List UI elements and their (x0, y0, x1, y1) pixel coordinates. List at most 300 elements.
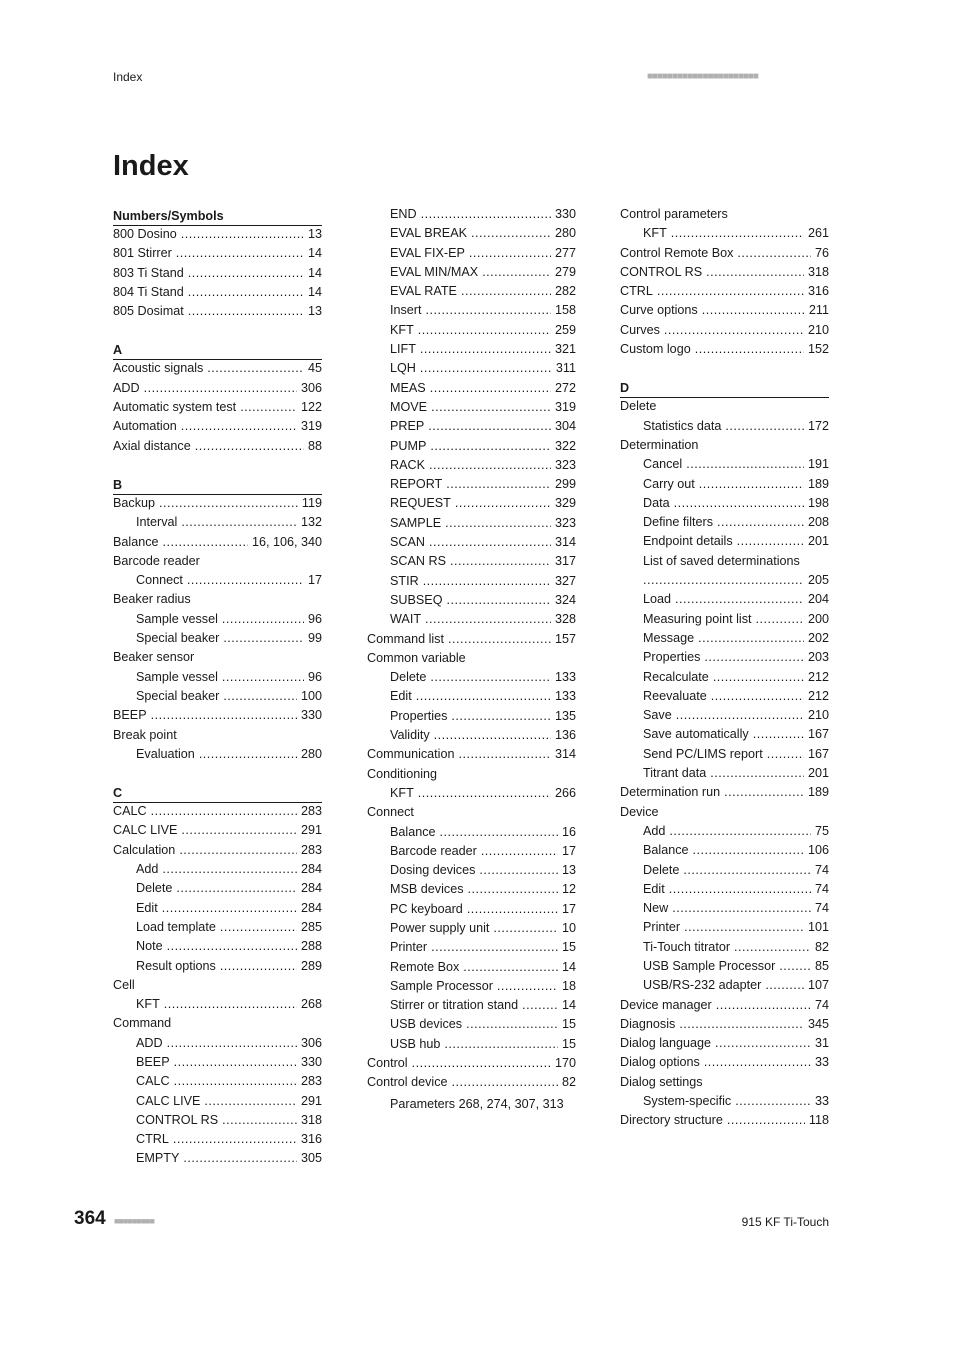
entry-label: 803 Ti Stand (113, 265, 184, 280)
index-subentry (367, 1017, 576, 1036)
entry-label: Control (367, 1056, 408, 1071)
index-entry: Beaker radius (113, 592, 191, 607)
index-column-1 (113, 207, 322, 1171)
entry-label: CONTROL RS (136, 1112, 219, 1127)
index-subentry (113, 515, 322, 534)
entry-label: Determination run (620, 785, 721, 800)
entry-label: Result options (136, 958, 216, 973)
entry-page-reference: 318 (300, 1112, 322, 1127)
index-subentry (113, 689, 322, 708)
entry-label: KFT (390, 322, 414, 337)
entry-page-reference: 15 (561, 1017, 576, 1032)
index-entry (113, 496, 322, 515)
entry-page-reference: 259 (554, 322, 576, 337)
entry-page-reference: 291 (300, 1093, 322, 1108)
entry-label: Validity (390, 728, 430, 743)
entry-label: Calculation (113, 842, 176, 857)
index-subentry (367, 458, 576, 477)
index-subentry (367, 921, 576, 940)
index-entry (113, 535, 322, 554)
entry-page-reference: 132 (300, 515, 322, 530)
index-entry (113, 246, 322, 265)
index-subentry (367, 574, 576, 593)
leader-dots (711, 689, 804, 703)
entry-label: Interval (136, 515, 178, 530)
entry-label: Delete (136, 881, 173, 896)
entry-page-reference: 279 (554, 264, 576, 279)
entry-page-reference: 10 (561, 920, 576, 935)
leader-dots (144, 381, 297, 395)
leader-dots (675, 592, 804, 606)
leader-dots (481, 844, 558, 858)
index-subentry (620, 959, 829, 978)
entry-label: EMPTY (136, 1151, 180, 1166)
index-subentry (367, 709, 576, 728)
index-section-heading: C (113, 784, 322, 803)
index-subentry (620, 496, 829, 515)
leader-dots (195, 439, 304, 453)
entry-page-reference: 17 (561, 843, 576, 858)
index-subentry (113, 1113, 322, 1132)
leader-dots (416, 689, 551, 703)
index-subentry (367, 381, 576, 400)
entry-page-reference: 314 (554, 535, 576, 550)
leader-dots (418, 786, 551, 800)
entry-page-reference: 203 (807, 650, 829, 665)
entry-label: Endpoint details (643, 534, 733, 549)
entry-label: MEAS (390, 380, 426, 395)
leader-dots (710, 766, 804, 780)
leader-dots (737, 246, 811, 260)
leader-dots (706, 265, 804, 279)
entry-label: EVAL MIN/MAX (390, 264, 479, 279)
index-entry: Connect (367, 805, 414, 820)
entry-page-reference: 167 (807, 746, 829, 761)
leader-dots (699, 477, 804, 491)
index-subentry (113, 1094, 322, 1113)
entry-page-reference: 282 (554, 284, 576, 299)
entry-label: USB hub (390, 1036, 441, 1051)
entry-label: EVAL BREAK (390, 226, 467, 241)
index-subentry (620, 534, 829, 553)
entry-page-reference: 198 (807, 495, 829, 510)
entry-page-reference: 283 (300, 1074, 322, 1089)
leader-dots (199, 747, 297, 761)
entry-label: Backup (113, 495, 156, 510)
entry-page-reference: 318 (807, 264, 829, 279)
index-subentry (620, 766, 829, 785)
section-gap (113, 766, 322, 784)
entry-page-reference: 15 (561, 940, 576, 955)
leader-dots (767, 747, 804, 761)
index-subentry (113, 997, 322, 1016)
leader-dots (426, 303, 551, 317)
index-section-heading: A (113, 341, 322, 360)
entry-label: Load template (136, 919, 216, 934)
entry-label: Communication (367, 747, 455, 762)
leader-dots (181, 227, 304, 241)
entry-label: Ti-Touch titrator (643, 939, 731, 954)
entry-label: Control Remote Box (620, 245, 734, 260)
index-entry (620, 246, 829, 265)
entry-label: Command list (367, 631, 444, 646)
leader-dots (704, 650, 804, 664)
header-decoration: ■■■■■■■■■■■■■■■■■■■■■■ (647, 71, 758, 82)
leader-dots (471, 226, 551, 240)
index-entry: Delete (620, 399, 657, 414)
leader-dots (698, 631, 804, 645)
entry-page-reference: 17 (561, 901, 576, 916)
entry-label: Dosing devices (390, 863, 476, 878)
index-entry (113, 823, 322, 842)
entry-label: Define filters (643, 515, 713, 530)
leader-dots (693, 843, 804, 857)
leader-dots (188, 304, 304, 318)
index-entry (113, 266, 322, 285)
entry-page-reference: 277 (554, 245, 576, 260)
entry-page-reference: 16 (561, 824, 576, 839)
leader-dots (468, 882, 558, 896)
entry-page-reference: 306 (300, 1035, 322, 1050)
index-entry: Determination (620, 437, 699, 452)
entry-page-reference: 33 (814, 1055, 829, 1070)
entry-label: Send PC/LIMS report (643, 746, 763, 761)
leader-dots (207, 361, 304, 375)
entry-page-reference: 208 (807, 515, 829, 530)
entry-label: Axial distance (113, 438, 191, 453)
index-subentry (367, 439, 576, 458)
leader-dots (735, 1094, 811, 1108)
entry-page-reference: 330 (554, 207, 576, 221)
index-entry (620, 1017, 829, 1036)
entry-page-reference: 31 (814, 1036, 829, 1051)
leader-dots (418, 323, 551, 337)
leader-dots (450, 554, 551, 568)
index-subentry (367, 303, 576, 322)
index-entry: Conditioning (367, 766, 438, 781)
index-subentry (367, 419, 576, 438)
leader-dots (162, 862, 297, 876)
entry-page-reference: 14 (307, 246, 322, 261)
entry-page-reference: 305 (300, 1151, 322, 1166)
entry-page-reference: 283 (300, 804, 322, 819)
entry-page-reference: 167 (807, 727, 829, 742)
entry-label: END (390, 207, 417, 221)
leader-dots (497, 979, 558, 993)
entry-page-reference: 14 (307, 265, 322, 280)
entry-page-reference: 101 (807, 920, 829, 935)
entry-page-reference: 205 (807, 573, 829, 588)
entry-page-reference: 14 (307, 284, 322, 299)
entry-label: KFT (136, 997, 160, 1012)
entry-page-reference: 204 (807, 592, 829, 607)
entry-page-reference: 74 (814, 881, 829, 896)
index-subentry (113, 612, 322, 631)
index-entry: Barcode reader (113, 553, 200, 568)
leader-dots (643, 573, 804, 587)
leader-dots (220, 959, 297, 973)
entry-page-reference: 96 (307, 611, 322, 626)
entry-label: Edit (643, 881, 665, 896)
leader-dots (779, 959, 811, 973)
entry-label: Printer (390, 940, 428, 955)
index-subentry (620, 419, 829, 438)
leader-dots (724, 785, 804, 799)
leader-dots (447, 593, 551, 607)
section-gap (113, 323, 322, 341)
entry-page-reference: 74 (814, 862, 829, 877)
index-entry (367, 1056, 576, 1075)
entry-page-reference: 157 (554, 631, 576, 646)
entry-label: Measuring point list (643, 611, 752, 626)
index-subentry (367, 207, 576, 226)
entry-page-reference: 96 (307, 669, 322, 684)
entry-label: MSB devices (390, 882, 464, 897)
entry-label: Edit (390, 689, 412, 704)
entry-page-reference: 272 (554, 380, 576, 395)
entry-label: Automation (113, 419, 177, 434)
entry-page-reference: 76 (814, 245, 829, 260)
index-entry (113, 439, 322, 458)
index-entry (620, 323, 829, 342)
index-entry (620, 284, 829, 303)
index-entry (113, 227, 322, 246)
entry-label: STIR (390, 573, 419, 588)
leader-dots (434, 728, 551, 742)
entry-page-reference: 212 (807, 688, 829, 703)
index-entry (620, 303, 829, 322)
index-entry (113, 419, 322, 438)
index-subentry (113, 881, 322, 900)
entry-label: RACK (390, 457, 425, 472)
index-entry (620, 1036, 829, 1055)
index-subentry (367, 265, 576, 284)
entry-page-reference: 201 (807, 534, 829, 549)
entry-label: USB Sample Processor (643, 958, 776, 973)
leader-dots (463, 960, 558, 974)
leader-dots (482, 265, 551, 279)
index-subentry (620, 592, 829, 611)
leader-dots (159, 496, 298, 510)
leader-dots (469, 246, 551, 260)
entry-label: Insert (390, 303, 422, 318)
entry-page-reference: 118 (808, 1113, 829, 1128)
leader-dots (672, 901, 811, 915)
entry-label: KFT (390, 785, 414, 800)
entry-page-reference: 170 (554, 1056, 576, 1071)
entry-page-reference: 82 (814, 939, 829, 954)
entry-page-reference: 211 (808, 303, 829, 318)
entry-page-reference: 158 (554, 303, 576, 318)
entry-label: SCAN RS (390, 554, 446, 569)
index-entry: Control parameters (620, 207, 728, 221)
entry-label: Special beaker (136, 688, 220, 703)
index-subentry (620, 747, 829, 766)
leader-dots (664, 323, 804, 337)
index-entry (113, 804, 322, 823)
leader-dots (448, 632, 551, 646)
entry-label: PREP (390, 419, 425, 434)
entry-page-reference: 330 (300, 708, 322, 723)
leader-dots (493, 921, 558, 935)
index-subentry (367, 670, 576, 689)
entry-page-reference: 14 (561, 998, 576, 1013)
entry-page-reference: 291 (300, 823, 322, 838)
product-name: 915 KF Ti-Touch (741, 1215, 829, 1229)
entry-page-reference: 135 (554, 708, 576, 723)
index-subentry (367, 246, 576, 265)
index-entry (113, 285, 322, 304)
page-number: 364 (74, 1208, 106, 1229)
leader-dots (429, 535, 551, 549)
entry-page-reference: 74 (814, 997, 829, 1012)
entry-page-reference: 311 (555, 361, 576, 376)
index-entry (620, 998, 829, 1017)
entry-page-reference: 322 (554, 438, 576, 453)
entry-label: SAMPLE (390, 515, 442, 530)
leader-dots (467, 902, 558, 916)
entry-page-reference: 283 (300, 842, 322, 857)
entry-page-reference: 288 (300, 939, 322, 954)
index-subentry (620, 843, 829, 862)
index-section-heading: B (113, 476, 322, 495)
leader-dots (704, 1055, 811, 1069)
leader-dots (679, 1017, 804, 1031)
index-subentry (113, 631, 322, 650)
entry-page-reference: 136 (554, 728, 576, 743)
index-subentry (113, 901, 322, 920)
leader-dots (522, 998, 558, 1012)
index-subentry (620, 650, 829, 669)
leader-dots (684, 920, 804, 934)
leader-dots (702, 303, 805, 317)
entry-label: SUBSEQ (390, 592, 443, 607)
index-entry (113, 361, 322, 380)
entry-label: CALC LIVE (136, 1093, 201, 1108)
index-subentry (367, 825, 576, 844)
entry-label: EVAL RATE (390, 284, 457, 299)
entry-label: SCAN (390, 535, 425, 550)
leader-dots (151, 708, 297, 722)
entry-label: Control device (367, 1075, 448, 1090)
index-subentry (367, 786, 576, 805)
index-subentry (620, 708, 829, 727)
entry-label: Delete (390, 670, 427, 685)
entry-label: Printer (643, 920, 681, 935)
entry-label: Device manager (620, 997, 712, 1012)
index-subentry (113, 939, 322, 958)
leader-dots (421, 207, 551, 221)
entry-label: Stirrer or titration stand (390, 998, 519, 1013)
entry-label: Carry out (643, 476, 695, 491)
entry-label: USB/RS-232 adapter (643, 978, 762, 993)
entry-label: USB devices (390, 1017, 463, 1032)
entry-label: CTRL (136, 1132, 169, 1147)
entry-page-reference: 18 (561, 978, 576, 993)
index-subentry (367, 477, 576, 496)
entry-page-reference: 13 (561, 863, 576, 878)
entry-label: BEEP (113, 708, 147, 723)
entry-page-reference: 16, 106, 340 (251, 534, 322, 549)
leader-dots (695, 342, 804, 356)
entry-page-reference: 201 (807, 766, 829, 781)
entry-label: Save (643, 708, 672, 723)
entry-label: PUMP (390, 438, 427, 453)
leader-dots (223, 631, 304, 645)
entry-page-reference: 306 (300, 380, 322, 395)
index-subentry: List of saved determinations (643, 553, 800, 568)
leader-dots (181, 515, 297, 529)
index-subentry (620, 631, 829, 650)
index-subentry (620, 901, 829, 920)
entry-page-reference: 261 (807, 226, 829, 241)
index-subentry (113, 1055, 322, 1074)
entry-page-reference: 74 (814, 901, 829, 916)
index-subentry (367, 960, 576, 979)
entry-page-reference: 321 (554, 342, 576, 357)
entry-label: Acoustic signals (113, 361, 204, 376)
entry-label: Titrant data (643, 766, 707, 781)
entry-label: CTRL (620, 284, 653, 299)
index-subentry (620, 824, 829, 843)
leader-dots (179, 843, 297, 857)
entry-label: BEEP (136, 1054, 170, 1069)
index-subentry (620, 863, 829, 882)
index-section-heading: D (620, 379, 829, 398)
index-subentry (367, 844, 576, 863)
leader-dots (713, 670, 804, 684)
entry-page-reference: 17 (307, 573, 322, 588)
index-subentry (367, 496, 576, 515)
index-subentry (620, 1094, 829, 1113)
entry-page-reference: 85 (814, 958, 829, 973)
index-subentry (620, 920, 829, 939)
entry-label: Sample vessel (136, 669, 218, 684)
index-subentry (113, 573, 322, 592)
entry-page-reference: 107 (807, 978, 829, 993)
entry-label: Reevaluate (643, 688, 707, 703)
leader-dots (188, 285, 304, 299)
leader-dots (420, 342, 551, 356)
entry-label: 804 Ti Stand (113, 284, 184, 299)
entry-page-reference: 106 (807, 843, 829, 858)
index-subentry (620, 573, 829, 592)
leader-dots (440, 825, 558, 839)
leader-dots (459, 747, 551, 761)
entry-page-reference: 330 (300, 1054, 322, 1069)
entry-label: Note (136, 939, 163, 954)
entry-label: Dialog language (620, 1036, 712, 1051)
leader-dots (429, 458, 551, 472)
entry-label: Data (643, 495, 670, 510)
entry-label: REQUEST (390, 496, 451, 511)
entry-page-reference: 45 (307, 361, 322, 376)
index-subentry (367, 400, 576, 419)
index-subentry (367, 689, 576, 708)
entry-label: Connect (136, 573, 183, 588)
entry-label: Directory structure (620, 1113, 723, 1128)
entry-label: Recalculate (643, 669, 709, 684)
leader-dots (151, 804, 297, 818)
entry-label: Properties (390, 708, 448, 723)
entry-page-reference: 314 (554, 747, 576, 762)
index-entry (620, 1113, 829, 1132)
leader-dots (715, 1036, 811, 1050)
index-entry: Command (113, 1016, 172, 1031)
index-subentry (113, 959, 322, 978)
entry-label: Statistics data (643, 418, 722, 433)
entry-page-reference: 319 (554, 399, 576, 414)
